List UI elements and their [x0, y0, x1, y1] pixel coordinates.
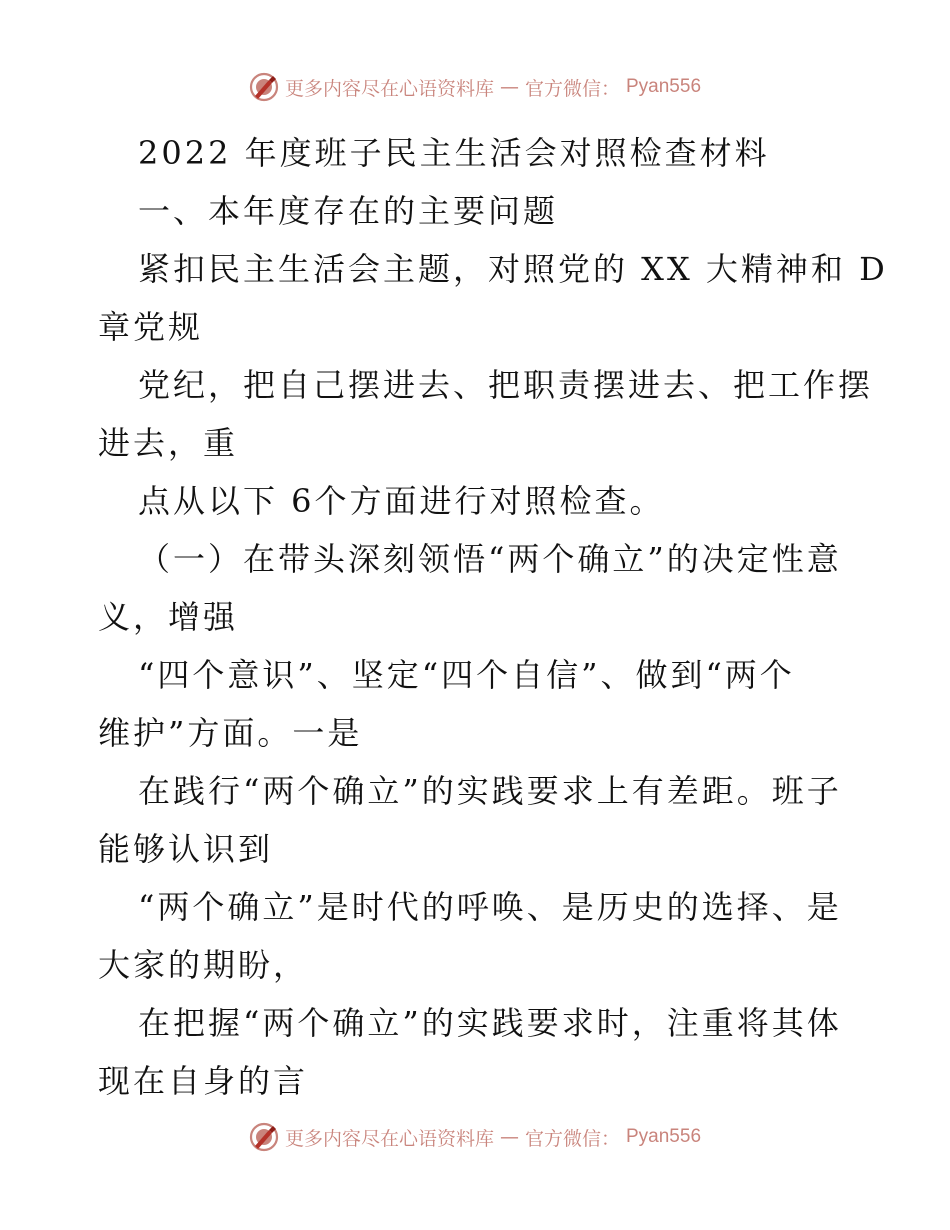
document-body [98, 124, 888, 1110]
watermark-separator: — [499, 76, 519, 98]
subsection-heading: （一）在带头深刻领悟“两个确立”的决定性意 [138, 540, 842, 578]
document-title: 2022 年度班子民主生活会对照检查材料 [138, 134, 770, 172]
paragraph-line: “两个确立”是时代的呼唤、是历史的选择、是 [138, 888, 842, 926]
paragraph-line: 党纪，把自己摆进去、把职责摆进去、把工作摆 [138, 366, 874, 404]
pen-logo-icon [249, 1122, 279, 1152]
paragraph-line: 紧扣民主生活会主题，对照党的 XX 大精神和 D [138, 250, 888, 288]
paragraph-line: 能够认识到 [98, 830, 274, 868]
paragraph-line: 维护”方面。一是 [98, 714, 363, 752]
section-heading: 一、本年度存在的主要问题 [138, 192, 559, 230]
watermark-wechat-label: 官方微信： [524, 77, 620, 100]
paragraph-line: 章党规 [98, 308, 204, 346]
paragraph-line: 进去，重 [98, 424, 239, 462]
paragraph-line: 大家的期盼， [98, 946, 309, 984]
paragraph-line: 义，增强 [98, 598, 239, 636]
watermark-header [0, 72, 950, 102]
paragraph-line: 现在自身的言 [98, 1062, 309, 1100]
watermark-wechat-id: Pyan556 [626, 1126, 702, 1147]
watermark-text: 更多内容尽在心语资料库 [284, 77, 494, 100]
watermark-text: 更多内容尽在心语资料库 [284, 1127, 494, 1150]
watermark-wechat-id: Pyan556 [626, 76, 702, 97]
pen-logo-icon [249, 72, 279, 102]
paragraph-line: “四个意识”、坚定“四个自信”、做到“两个 [138, 656, 795, 694]
paragraph-line: 点从以下 6个方面进行对照检查。 [138, 482, 665, 520]
watermark-wechat-label: 官方微信： [524, 1127, 620, 1150]
watermark-footer [0, 1122, 950, 1152]
paragraph-line: 在把握“两个确立”的实践要求时，注重将其体 [138, 1004, 842, 1042]
paragraph-line: 在践行“两个确立”的实践要求上有差距。班子 [138, 772, 842, 810]
watermark-separator: — [499, 1126, 519, 1148]
